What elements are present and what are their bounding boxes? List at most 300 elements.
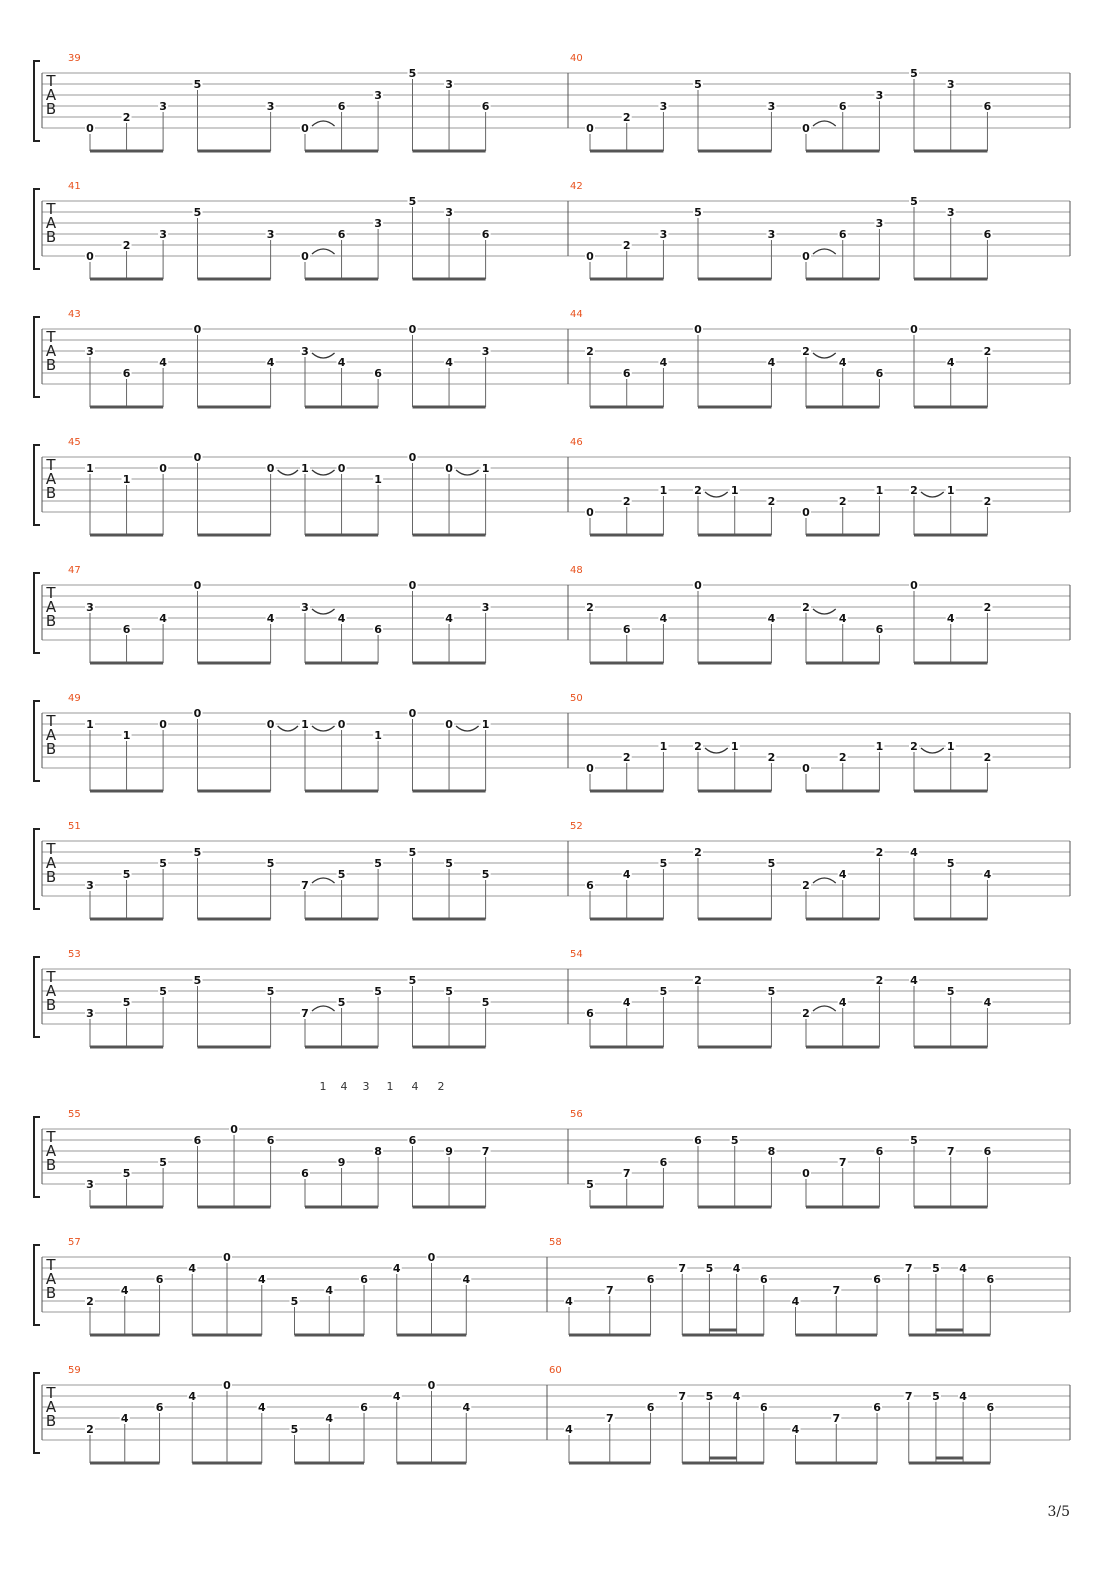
page-number: 3/5 — [1047, 1504, 1070, 1520]
fret-number: 0 — [266, 718, 275, 731]
bar-number: 58 — [549, 1237, 562, 1248]
fret-number: 4 — [838, 868, 847, 881]
fret-number: 0 — [427, 1379, 436, 1392]
tab-system — [34, 821, 1070, 919]
fret-number: 0 — [802, 250, 810, 263]
fret-number: 2 — [767, 495, 776, 508]
bar-number: 54 — [570, 949, 583, 960]
fret-number: 6 — [481, 100, 490, 113]
fret-number: 6 — [873, 1273, 881, 1286]
fret-number: 6 — [983, 100, 992, 113]
tie-arc — [278, 470, 298, 475]
tab-clef-letter: T — [46, 456, 56, 474]
fret-number: 2 — [122, 111, 131, 124]
tab-system — [34, 949, 1070, 1047]
fret-number: 5 — [266, 857, 275, 870]
fret-number: 7 — [832, 1412, 841, 1425]
tie-arc — [456, 470, 479, 475]
fret-number: 4 — [188, 1390, 197, 1403]
fret-number: 2 — [875, 846, 884, 859]
fret-number: 4 — [622, 996, 631, 1009]
fret-number: 6 — [875, 623, 884, 636]
bar-number: 48 — [570, 565, 583, 576]
fret-number: 5 — [932, 1262, 940, 1275]
fret-number: 6 — [408, 1134, 417, 1147]
fret-number: 7 — [946, 1145, 955, 1158]
tab-clef-letter: T — [46, 200, 56, 218]
tie-arc — [278, 726, 298, 731]
fret-number: 6 — [337, 228, 346, 241]
fret-number: 6 — [374, 623, 382, 636]
fret-number: 0 — [802, 762, 810, 775]
fret-number: 5 — [910, 1134, 918, 1147]
fret-number: 4 — [257, 1401, 266, 1414]
fret-number: 4 — [337, 356, 346, 369]
tab-clef-letter: B — [45, 356, 57, 374]
tie-arc — [813, 878, 836, 883]
fret-number: 0 — [445, 718, 453, 731]
tab-clef-letter: T — [46, 72, 56, 90]
system-bracket — [34, 445, 40, 525]
system-bracket — [34, 957, 40, 1037]
fret-number: 8 — [767, 1145, 776, 1158]
fret-number: 6 — [873, 1401, 881, 1414]
fret-number: 4 — [838, 356, 847, 369]
fret-number: 7 — [838, 1156, 847, 1169]
tab-clef-letter: T — [46, 1256, 56, 1274]
fret-number: 6 — [586, 879, 594, 892]
fret-number: 7 — [301, 1007, 309, 1020]
fret-number: 3 — [374, 217, 382, 230]
fret-number: 9 — [337, 1156, 346, 1169]
fret-number: 3 — [445, 206, 453, 219]
fret-number: 0 — [802, 506, 810, 519]
fret-number: 5 — [910, 195, 918, 208]
fret-number: 7 — [678, 1390, 687, 1403]
bar-number: 42 — [570, 181, 583, 192]
fret-number: 7 — [622, 1167, 631, 1180]
fret-number: 4 — [462, 1273, 471, 1286]
bar-number: 47 — [68, 565, 81, 576]
fret-number: 5 — [159, 985, 167, 998]
tab-system — [34, 309, 1070, 407]
bar-number: 56 — [570, 1109, 583, 1120]
fret-number: 6 — [301, 1167, 309, 1180]
fret-number: 4 — [266, 612, 275, 625]
fingering-number: 1 — [386, 1080, 394, 1093]
fret-number: 5 — [767, 985, 776, 998]
fret-number: 1 — [86, 462, 94, 475]
fret-number: 4 — [959, 1262, 967, 1275]
fingering-number: 3 — [362, 1080, 370, 1093]
fret-number: 0 — [408, 451, 417, 464]
fret-number: 4 — [767, 612, 776, 625]
tie-arc — [705, 748, 728, 753]
fret-number: 7 — [904, 1390, 913, 1403]
fret-number: 0 — [910, 579, 918, 592]
fret-number: 0 — [910, 323, 918, 336]
fret-number: 3 — [445, 78, 453, 91]
fret-number: 5 — [408, 67, 417, 80]
fret-number: 6 — [360, 1401, 368, 1414]
fret-number: 6 — [155, 1273, 164, 1286]
fret-number: 2 — [122, 239, 131, 252]
fret-number: 7 — [481, 1145, 490, 1158]
fret-number: 0 — [694, 579, 702, 592]
fret-number: 4 — [159, 356, 167, 369]
fret-number: 1 — [301, 462, 309, 475]
fret-number: 5 — [159, 1156, 167, 1169]
fret-number: 2 — [983, 751, 992, 764]
fret-number: 6 — [122, 623, 131, 636]
fret-number: 4 — [959, 1390, 967, 1403]
fret-number: 3 — [266, 100, 275, 113]
fret-number: 2 — [802, 879, 810, 892]
tab-clef-letter: B — [45, 740, 57, 758]
fret-number: 4 — [159, 612, 167, 625]
fret-number: 4 — [257, 1273, 266, 1286]
fret-number: 6 — [759, 1401, 768, 1414]
fret-number: 1 — [659, 484, 668, 497]
fret-number: 4 — [946, 356, 955, 369]
fingering-number: 2 — [437, 1080, 445, 1093]
fret-number: 1 — [946, 740, 955, 753]
fret-number: 4 — [732, 1390, 741, 1403]
fret-number: 2 — [983, 601, 992, 614]
fret-number: 6 — [193, 1134, 202, 1147]
fret-number: 0 — [223, 1379, 231, 1392]
tie-arc — [312, 470, 335, 475]
tie-arc — [312, 878, 335, 883]
tie-arc — [813, 1006, 836, 1011]
fret-number: 2 — [983, 495, 992, 508]
fret-number: 3 — [159, 228, 167, 241]
tab-clef-letter: A — [45, 1142, 57, 1160]
tab-clef-letter: B — [45, 1156, 57, 1174]
fret-number: 2 — [694, 484, 702, 497]
fret-number: 4 — [445, 612, 453, 625]
fret-number: 5 — [481, 868, 490, 881]
fret-number: 4 — [838, 612, 847, 625]
fret-number: 3 — [374, 89, 382, 102]
fret-number: 6 — [875, 367, 884, 380]
fret-number: 2 — [910, 484, 918, 497]
bar-number: 57 — [68, 1237, 81, 1248]
tab-clef-letter: B — [45, 612, 57, 630]
system-bracket — [34, 61, 40, 141]
system-bracket — [34, 573, 40, 653]
fret-number: 5 — [694, 206, 702, 219]
bar-number: 52 — [570, 821, 583, 832]
fret-number: 5 — [659, 857, 668, 870]
fret-number: 0 — [802, 1167, 810, 1180]
fret-number: 3 — [946, 78, 955, 91]
fret-number: 3 — [159, 100, 167, 113]
fret-number: 6 — [374, 367, 382, 380]
fret-number: 4 — [659, 612, 668, 625]
fret-number: 6 — [983, 228, 992, 241]
fret-number: 0 — [802, 122, 810, 135]
fret-number: 6 — [622, 623, 631, 636]
fret-number: 4 — [983, 996, 992, 1009]
fret-number: 0 — [337, 718, 346, 731]
tab-clef-letter: A — [45, 1270, 57, 1288]
tie-arc — [456, 726, 479, 731]
tie-arc — [312, 1006, 335, 1011]
tab-clef-letter: T — [46, 328, 56, 346]
tab-clef-letter: A — [45, 1398, 57, 1416]
fret-number: 4 — [622, 868, 631, 881]
fret-number: 5 — [694, 78, 702, 91]
fret-number: 1 — [481, 718, 490, 731]
fret-number: 6 — [481, 228, 490, 241]
fret-number: 5 — [445, 985, 453, 998]
bar-number: 44 — [570, 309, 583, 320]
fret-number: 4 — [445, 356, 453, 369]
fret-number: 3 — [266, 228, 275, 241]
fret-number: 3 — [875, 89, 884, 102]
tab-system — [34, 693, 1070, 791]
fret-number: 6 — [360, 1273, 368, 1286]
fret-number: 4 — [266, 356, 275, 369]
fret-number: 1 — [875, 484, 884, 497]
fret-number: 7 — [904, 1262, 913, 1275]
fret-number: 6 — [122, 367, 131, 380]
fret-number: 1 — [122, 729, 131, 742]
fingering-number: 4 — [340, 1080, 348, 1093]
fret-number: 5 — [932, 1390, 940, 1403]
fret-number: 0 — [337, 462, 346, 475]
tab-clef-letter: B — [45, 1284, 57, 1302]
fret-number: 5 — [290, 1295, 299, 1308]
bar-number: 53 — [68, 949, 81, 960]
tab-clef-letter: T — [46, 968, 56, 986]
fret-number: 2 — [622, 495, 631, 508]
fret-number: 1 — [374, 473, 382, 486]
bar-number: 59 — [68, 1365, 81, 1376]
fret-number: 0 — [193, 451, 202, 464]
system-bracket — [34, 1245, 40, 1325]
fret-number: 2 — [802, 601, 810, 614]
tie-arc — [312, 353, 335, 358]
fret-number: 7 — [301, 879, 309, 892]
fret-number: 6 — [875, 1145, 884, 1158]
fret-number: 5 — [481, 996, 490, 1009]
fret-number: 5 — [946, 857, 955, 870]
fret-number: 0 — [230, 1123, 238, 1136]
fret-number: 5 — [767, 857, 776, 870]
fret-number: 0 — [301, 250, 309, 263]
fret-number: 3 — [481, 345, 490, 358]
fret-number: 5 — [408, 195, 417, 208]
fret-number: 4 — [392, 1390, 401, 1403]
fret-number: 2 — [622, 239, 631, 252]
bar-number: 50 — [570, 693, 583, 704]
fret-number: 5 — [408, 974, 417, 987]
fret-number: 3 — [86, 345, 94, 358]
fret-number: 6 — [646, 1401, 655, 1414]
bar-number: 49 — [68, 693, 81, 704]
fret-number: 6 — [266, 1134, 275, 1147]
tab-system — [34, 1365, 1070, 1463]
tab-clef-letter: T — [46, 840, 56, 858]
fret-number: 2 — [983, 345, 992, 358]
fret-number: 4 — [120, 1284, 129, 1297]
fret-number: 4 — [791, 1423, 800, 1436]
system-bracket — [34, 829, 40, 909]
fret-number: 6 — [838, 228, 847, 241]
fret-number: 5 — [122, 996, 131, 1009]
fret-number: 4 — [325, 1412, 334, 1425]
fret-number: 4 — [659, 356, 668, 369]
fret-number: 0 — [159, 462, 167, 475]
tab-clef-letter: B — [45, 228, 57, 246]
fret-number: 6 — [986, 1401, 995, 1414]
fret-number: 5 — [586, 1178, 594, 1191]
fret-number: 0 — [586, 506, 594, 519]
tab-clef-letter: A — [45, 214, 57, 232]
fret-number: 2 — [694, 740, 702, 753]
tab-system — [34, 1109, 1070, 1207]
fret-number: 5 — [445, 857, 453, 870]
tab-clef-letter: B — [45, 1412, 57, 1430]
fret-number: 2 — [838, 495, 847, 508]
fret-number: 0 — [86, 122, 94, 135]
fret-number: 3 — [86, 879, 94, 892]
system-bracket — [34, 1373, 40, 1453]
fret-number: 2 — [622, 751, 631, 764]
tab-clef-letter: T — [46, 1128, 56, 1146]
fret-number: 2 — [622, 111, 631, 124]
fret-number: 0 — [193, 323, 202, 336]
tab-clef-letter: A — [45, 86, 57, 104]
fret-number: 1 — [730, 484, 739, 497]
fret-number: 5 — [705, 1390, 714, 1403]
fret-number: 2 — [875, 974, 884, 987]
system-bracket — [34, 701, 40, 781]
fret-number: 6 — [337, 100, 346, 113]
fret-number: 4 — [910, 974, 918, 987]
fret-number: 0 — [408, 323, 417, 336]
system-bracket — [34, 1117, 40, 1197]
fret-number: 0 — [159, 718, 167, 731]
fret-number: 4 — [791, 1295, 800, 1308]
fret-number: 4 — [910, 846, 918, 859]
system-bracket — [34, 317, 40, 397]
fret-number: 6 — [155, 1401, 164, 1414]
fret-number: 6 — [586, 1007, 594, 1020]
fret-number: 3 — [301, 345, 309, 358]
fret-number: 5 — [374, 857, 382, 870]
fret-number: 3 — [659, 100, 668, 113]
fret-number: 0 — [586, 122, 594, 135]
fret-number: 5 — [122, 868, 131, 881]
tab-system — [34, 437, 1070, 535]
fret-number: 5 — [910, 67, 918, 80]
fret-number: 5 — [290, 1423, 299, 1436]
fret-number: 0 — [86, 250, 94, 263]
fret-number: 5 — [374, 985, 382, 998]
fret-number: 5 — [193, 78, 202, 91]
fret-number: 1 — [659, 740, 668, 753]
bar-number: 39 — [68, 53, 81, 64]
fret-number: 3 — [875, 217, 884, 230]
fret-number: 2 — [802, 1007, 810, 1020]
tab-clef-letter: A — [45, 726, 57, 744]
fret-number: 4 — [120, 1412, 129, 1425]
fret-number: 5 — [193, 974, 202, 987]
tie-arc — [813, 353, 836, 358]
fret-number: 0 — [408, 579, 417, 592]
tie-arc — [921, 748, 944, 753]
fret-number: 3 — [86, 1007, 94, 1020]
fret-number: 5 — [193, 206, 202, 219]
tie-arc — [813, 121, 836, 126]
fret-number: 2 — [694, 846, 702, 859]
bar-number: 40 — [570, 53, 583, 64]
fret-number: 1 — [122, 473, 131, 486]
fret-number: 6 — [659, 1156, 668, 1169]
fret-number: 0 — [445, 462, 453, 475]
fret-number: 4 — [732, 1262, 741, 1275]
tie-arc — [813, 609, 836, 614]
fret-number: 2 — [586, 601, 594, 614]
fret-number: 4 — [188, 1262, 197, 1275]
tab-clef-letter: A — [45, 598, 57, 616]
fret-number: 2 — [694, 974, 702, 987]
fret-number: 3 — [86, 1178, 94, 1191]
fret-number: 0 — [586, 250, 594, 263]
fret-number: 3 — [86, 601, 94, 614]
fret-number: 5 — [946, 985, 955, 998]
tie-arc — [312, 609, 335, 614]
fret-number: 0 — [223, 1251, 231, 1264]
fret-number: 5 — [705, 1262, 714, 1275]
fret-number: 3 — [767, 228, 776, 241]
fret-number: 4 — [462, 1401, 471, 1414]
bar-number: 43 — [68, 309, 81, 320]
fret-number: 6 — [838, 100, 847, 113]
tab-clef-letter: A — [45, 854, 57, 872]
fret-number: 0 — [266, 462, 275, 475]
system-bracket — [34, 189, 40, 269]
fret-number: 2 — [86, 1295, 94, 1308]
fret-number: 5 — [159, 857, 167, 870]
fret-number: 1 — [374, 729, 382, 742]
fret-number: 0 — [408, 707, 417, 720]
tab-clef-letter: B — [45, 996, 57, 1014]
fret-number: 6 — [622, 367, 631, 380]
tab-clef-letter: T — [46, 584, 56, 602]
fret-number: 5 — [659, 985, 668, 998]
tab-system — [34, 53, 1070, 151]
tie-arc — [921, 492, 944, 497]
fret-number: 4 — [392, 1262, 401, 1275]
tie-arc — [312, 726, 335, 731]
fret-number: 4 — [337, 612, 346, 625]
fret-number: 3 — [659, 228, 668, 241]
tie-arc — [705, 492, 728, 497]
fret-number: 1 — [86, 718, 94, 731]
fret-number: 1 — [481, 462, 490, 475]
fret-number: 0 — [586, 762, 594, 775]
tie-arc — [312, 121, 335, 126]
fret-number: 1 — [946, 484, 955, 497]
fret-number: 7 — [832, 1284, 841, 1297]
fret-number: 4 — [983, 868, 992, 881]
fret-number: 3 — [301, 601, 309, 614]
fret-number: 6 — [986, 1273, 995, 1286]
